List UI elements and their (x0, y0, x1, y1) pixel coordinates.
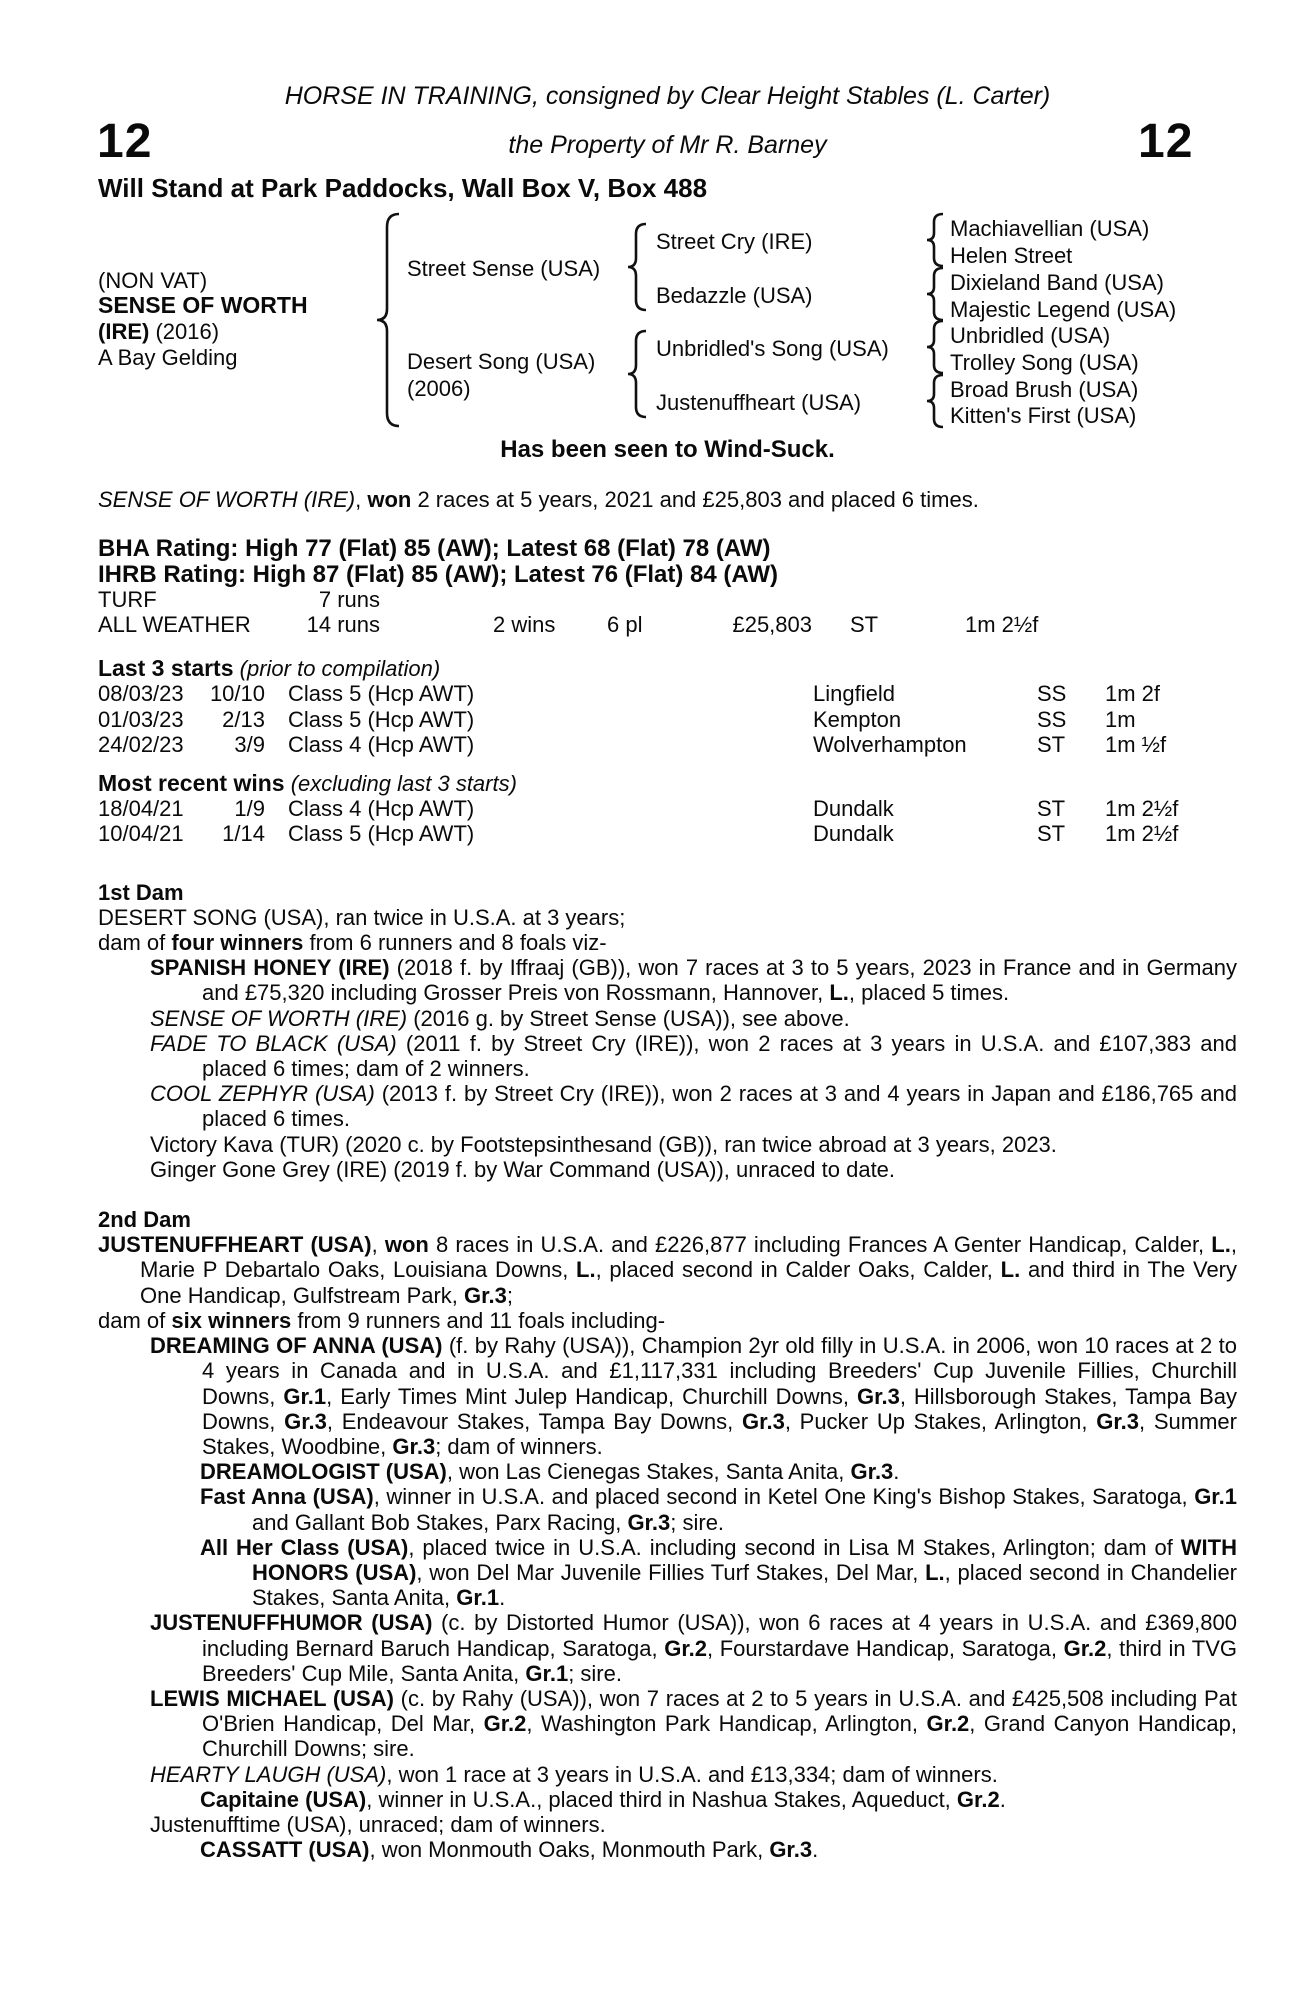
section-title: Last 3 starts (98, 655, 234, 682)
stats-row-turf (98, 587, 1237, 612)
stand-location: Will Stand at Park Paddocks, Wall Box V, Box 488 (98, 173, 708, 203)
race-row (98, 707, 1237, 732)
pedigree-brace-gen1 (376, 212, 400, 428)
pedigree-brace-g4-2 (926, 266, 944, 322)
first-dam-header: 1st Dam (98, 879, 184, 905)
ggdam-4: Kitten's First (USA) (950, 403, 1137, 428)
dam-produce-summary: dam of four winners from 6 runners and 8 foals viz- (98, 930, 607, 956)
race-course: Lingfield (813, 681, 895, 707)
recent-wins-section (98, 771, 1237, 847)
body-text (98, 437, 1237, 1862)
race-position: 1/14 (222, 821, 265, 847)
sire-name: Street Sense (USA) (407, 256, 601, 281)
bha-rating: BHA Rating: High 77 (Flat) 85 (AW); Latest 68 (Flat) 78 (AW) (98, 535, 771, 563)
progeny-entry: FADE TO BLACK (USA) (2011 f. by Street Cry (IRE)), won 2 races at 3 years in U.S.A. and £107,383 and placed 6 times; dam of 2 winners. (150, 1030, 1237, 1082)
places-value: 6 pl (607, 612, 643, 638)
race-going: SS (1037, 706, 1067, 732)
last-starts-section (98, 656, 1237, 757)
race-class: Class 4 (Hcp AWT) (288, 731, 475, 757)
runs-value: 7 runs (318, 586, 380, 612)
wins-value: 2 wins (493, 612, 556, 638)
property-line: the Property of Mr R. Barney (508, 131, 827, 159)
second-dam-header: 2nd Dam (98, 1207, 191, 1233)
grandsire-1: Street Cry (IRE) (656, 229, 813, 254)
race-row (98, 796, 1237, 821)
race-row (98, 821, 1237, 846)
pedigree-brace-g4-1 (926, 212, 944, 268)
race-distance: 1m 2f (1105, 681, 1161, 707)
progeny-entry: LEWIS MICHAEL (USA) (c. by Rahy (USA)), won 7 races at 2 to 5 years in U.S.A. and £425,508 including Pat O'Brien Handicap, Del Mar, Gr.2, Washington Park Handicap, Arlington, Gr.2, Grand Canyon Handicap, Churchill Downs; sire. (150, 1685, 1237, 1762)
race-distance: 1m 2½f (1105, 821, 1179, 847)
distance-value: 1m 2½f (965, 612, 1039, 638)
surface-label: TURF (98, 586, 157, 612)
ggdam-2: Majestic Legend (USA) (950, 297, 1177, 322)
race-date: 08/03/23 (98, 681, 184, 707)
progeny-sub-entry: Fast Anna (USA), winner in U.S.A. and placed second in Ketel One King's Bishop Stakes, Saratoga, Gr.1 and Gallant Bob Stakes, Parx Racing, Gr.3; sire. (200, 1484, 1237, 1535)
progeny-entry: JUSTENUFFHUMOR (USA) (c. by Distorted Humor (USA)), won 6 races at 4 years in U.S.A. and £369,800 including Bernard Baruch Handicap, Saratoga, Gr.2, Fourstardave Handicap, Saratoga, Gr.2, third in TVG Breeders' Cup Mile, Santa Anita, Gr.1; sire. (150, 1610, 1238, 1686)
progeny-entry: HEARTY LAUGH (USA), won 1 race at 3 years in U.S.A. and £13,334; dam of winners. (150, 1761, 998, 1787)
ggdam-3: Trolley Song (USA) (950, 350, 1139, 375)
first-dam-section (98, 880, 1237, 1182)
ggdam-1: Helen Street (950, 243, 1073, 268)
race-date: 01/03/23 (98, 706, 184, 732)
progeny-entry: SENSE OF WORTH (IRE) (2016 g. by Street Sense (USA)), see above. (150, 1005, 850, 1031)
grandsire-2: Unbridled's Song (USA) (656, 336, 889, 361)
race-course: Dundalk (813, 821, 894, 847)
ggsire-1: Machiavellian (USA) (950, 216, 1150, 241)
going-value: ST (850, 612, 879, 638)
subject-horse-desc: A Bay Gelding (98, 345, 238, 370)
race-distance: 1m 2½f (1105, 796, 1179, 822)
dam-produce-summary: dam of six winners from 9 runners and 11 foals including- (98, 1307, 666, 1333)
race-position: 10/10 (209, 681, 265, 707)
consignor-line: HORSE IN TRAINING, consigned by Clear Height Stables (L. Carter) (284, 82, 1051, 110)
race-class: Class 5 (Hcp AWT) (288, 706, 475, 732)
earnings-value: £25,803 (732, 612, 812, 638)
race-going: ST (1037, 731, 1066, 757)
race-going: ST (1037, 821, 1066, 847)
progeny-sub-entry: Capitaine (USA), winner in U.S.A., placed third in Nashua Stakes, Aqueduct, Gr.2. (200, 1786, 1006, 1812)
race-going: SS (1037, 681, 1067, 707)
lot-number-right: 12 (1138, 115, 1194, 168)
ggsire-2: Dixieland Band (USA) (950, 270, 1164, 295)
granddam-2: Justenuffheart (USA) (656, 390, 862, 415)
recent-wins-header (98, 771, 1237, 796)
dam-name: Desert Song (USA) (407, 349, 596, 374)
race-course: Kempton (813, 706, 902, 732)
progeny-entry: COOL ZEPHYR (USA) (2013 f. by Street Cry (IRE)), won 2 races at 3 and 4 years in Japan and £186,765 and placed 6 times. (150, 1081, 1237, 1132)
race-class: Class 5 (Hcp AWT) (288, 681, 475, 707)
dam-record: JUSTENUFFHEART (USA), won 8 races in U.S.A. and £226,877 including Frances A Genter Handicap, Calder, L., Marie P Debartalo Oaks, Louisiana Downs, L., placed second in Calder Oaks, Calder, L. and third in The Very One Handicap, Gulfstream Park, Gr.3; (98, 1232, 1237, 1308)
race-distance: 1m ½f (1105, 731, 1167, 757)
race-date: 24/02/23 (98, 731, 184, 757)
ggsire-4: Broad Brush (USA) (950, 377, 1139, 402)
race-row (98, 681, 1237, 706)
pedigree-brace-g4-3 (926, 319, 944, 375)
race-course: Wolverhampton (813, 731, 967, 757)
progeny-entry: Ginger Gone Grey (IRE) (2019 f. by War Command (USA)), unraced to date. (150, 1156, 896, 1182)
pedigree-brace-g4-4 (926, 373, 944, 429)
race-class: Class 4 (Hcp AWT) (288, 796, 475, 822)
race-going: ST (1037, 796, 1066, 822)
ggsire-3: Unbridled (USA) (950, 323, 1111, 348)
race-date: 18/04/21 (98, 796, 184, 822)
race-row (98, 732, 1237, 757)
last-starts-header (98, 656, 1237, 681)
pedigree-brace-dam (627, 329, 647, 419)
progeny-entry: DREAMING OF ANNA (USA) (f. by Rahy (USA)), Champion 2yr old filly in U.S.A. in 2006, won 10 races at 2 to 4 years in Canada and in U.S.A. and £1,117,331 including Breeders' Cup Juvenile Fillies, Churchill Downs, Gr.1, Early Times Mint Julep Handicap, Churchill Downs, Gr.3, Hillsborough Stakes, Tampa Bay Downs, Gr.3, Endeavour Stakes, Tampa Bay Downs, Gr.3, Pucker Up Stakes, Arlington, Gr.3, Summer Stakes, Woodbine, Gr.3; dam of winners. (150, 1333, 1238, 1459)
progeny-sub-entry: DREAMOLOGIST (USA), won Las Cienegas Stakes, Santa Anita, Gr.3. (200, 1459, 900, 1485)
section-note: (excluding last 3 starts) (290, 771, 517, 797)
race-course: Dundalk (813, 796, 894, 822)
progeny-entry: Justenufftime (USA), unraced; dam of winners. (150, 1811, 606, 1837)
section-title: Most recent wins (98, 770, 285, 797)
race-class: Class 5 (Hcp AWT) (288, 821, 475, 847)
race-position: 2/13 (222, 706, 265, 732)
section-note: (prior to compilation) (239, 656, 441, 682)
subject-horse-name: SENSE OF WORTH (98, 292, 308, 318)
progeny-entry: SPANISH HONEY (IRE) (2018 f. by Iffraaj (GB)), won 7 races at 3 to 5 years, 2023 in France and in Germany and £75,320 including Grosser Preis von Rossmann, Hannover, L., placed 5 times. (150, 955, 1237, 1006)
non-vat-label: (NON VAT) (98, 268, 208, 293)
vice-notice: Has been seen to Wind-Suck. (500, 436, 835, 463)
subject-horse-reg: (IRE) (2016) (98, 319, 220, 344)
second-dam-section (98, 1207, 1237, 1862)
ihrb-rating: IHRB Rating: High 87 (Flat) 85 (AW); Latest 76 (Flat) 84 (AW) (98, 560, 779, 588)
pedigree-brace-sire (627, 222, 647, 312)
lot-number-left: 12 (97, 115, 153, 168)
race-summary: SENSE OF WORTH (IRE), won 2 races at 5 years, 2021 and £25,803 and placed 6 times. (98, 487, 979, 513)
progeny-sub-entry: All Her Class (USA), placed twice in U.S.A. including second in Lisa M Stakes, Arlington; dam of WITH HONORS (USA), won Del Mar Juvenile Fillies Turf Stakes, Del Mar, L., placed second in Chandelier Stakes, Santa Anita, Gr.1. (200, 1534, 1238, 1611)
runs-value: 14 runs (306, 612, 380, 638)
stats-row-all-weather (98, 612, 1237, 637)
race-date: 10/04/21 (98, 821, 184, 847)
granddam-1: Bedazzle (USA) (656, 283, 813, 308)
progeny-entry: Victory Kava (TUR) (2020 c. by Footstepsinthesand (GB)), ran twice abroad at 3 years, 2023. (150, 1131, 1057, 1157)
race-distance: 1m (1105, 706, 1136, 732)
dam-record: DESERT SONG (USA), ran twice in U.S.A. at 3 years; (98, 904, 626, 930)
progeny-sub-entry: CASSATT (USA), won Monmouth Oaks, Monmouth Park, Gr.3. (200, 1837, 819, 1863)
dam-year: (2006) (407, 376, 471, 401)
surface-label: ALL WEATHER (98, 612, 251, 638)
race-position: 1/9 (234, 796, 265, 822)
race-position: 3/9 (234, 731, 265, 757)
ratings-block (98, 536, 1237, 637)
